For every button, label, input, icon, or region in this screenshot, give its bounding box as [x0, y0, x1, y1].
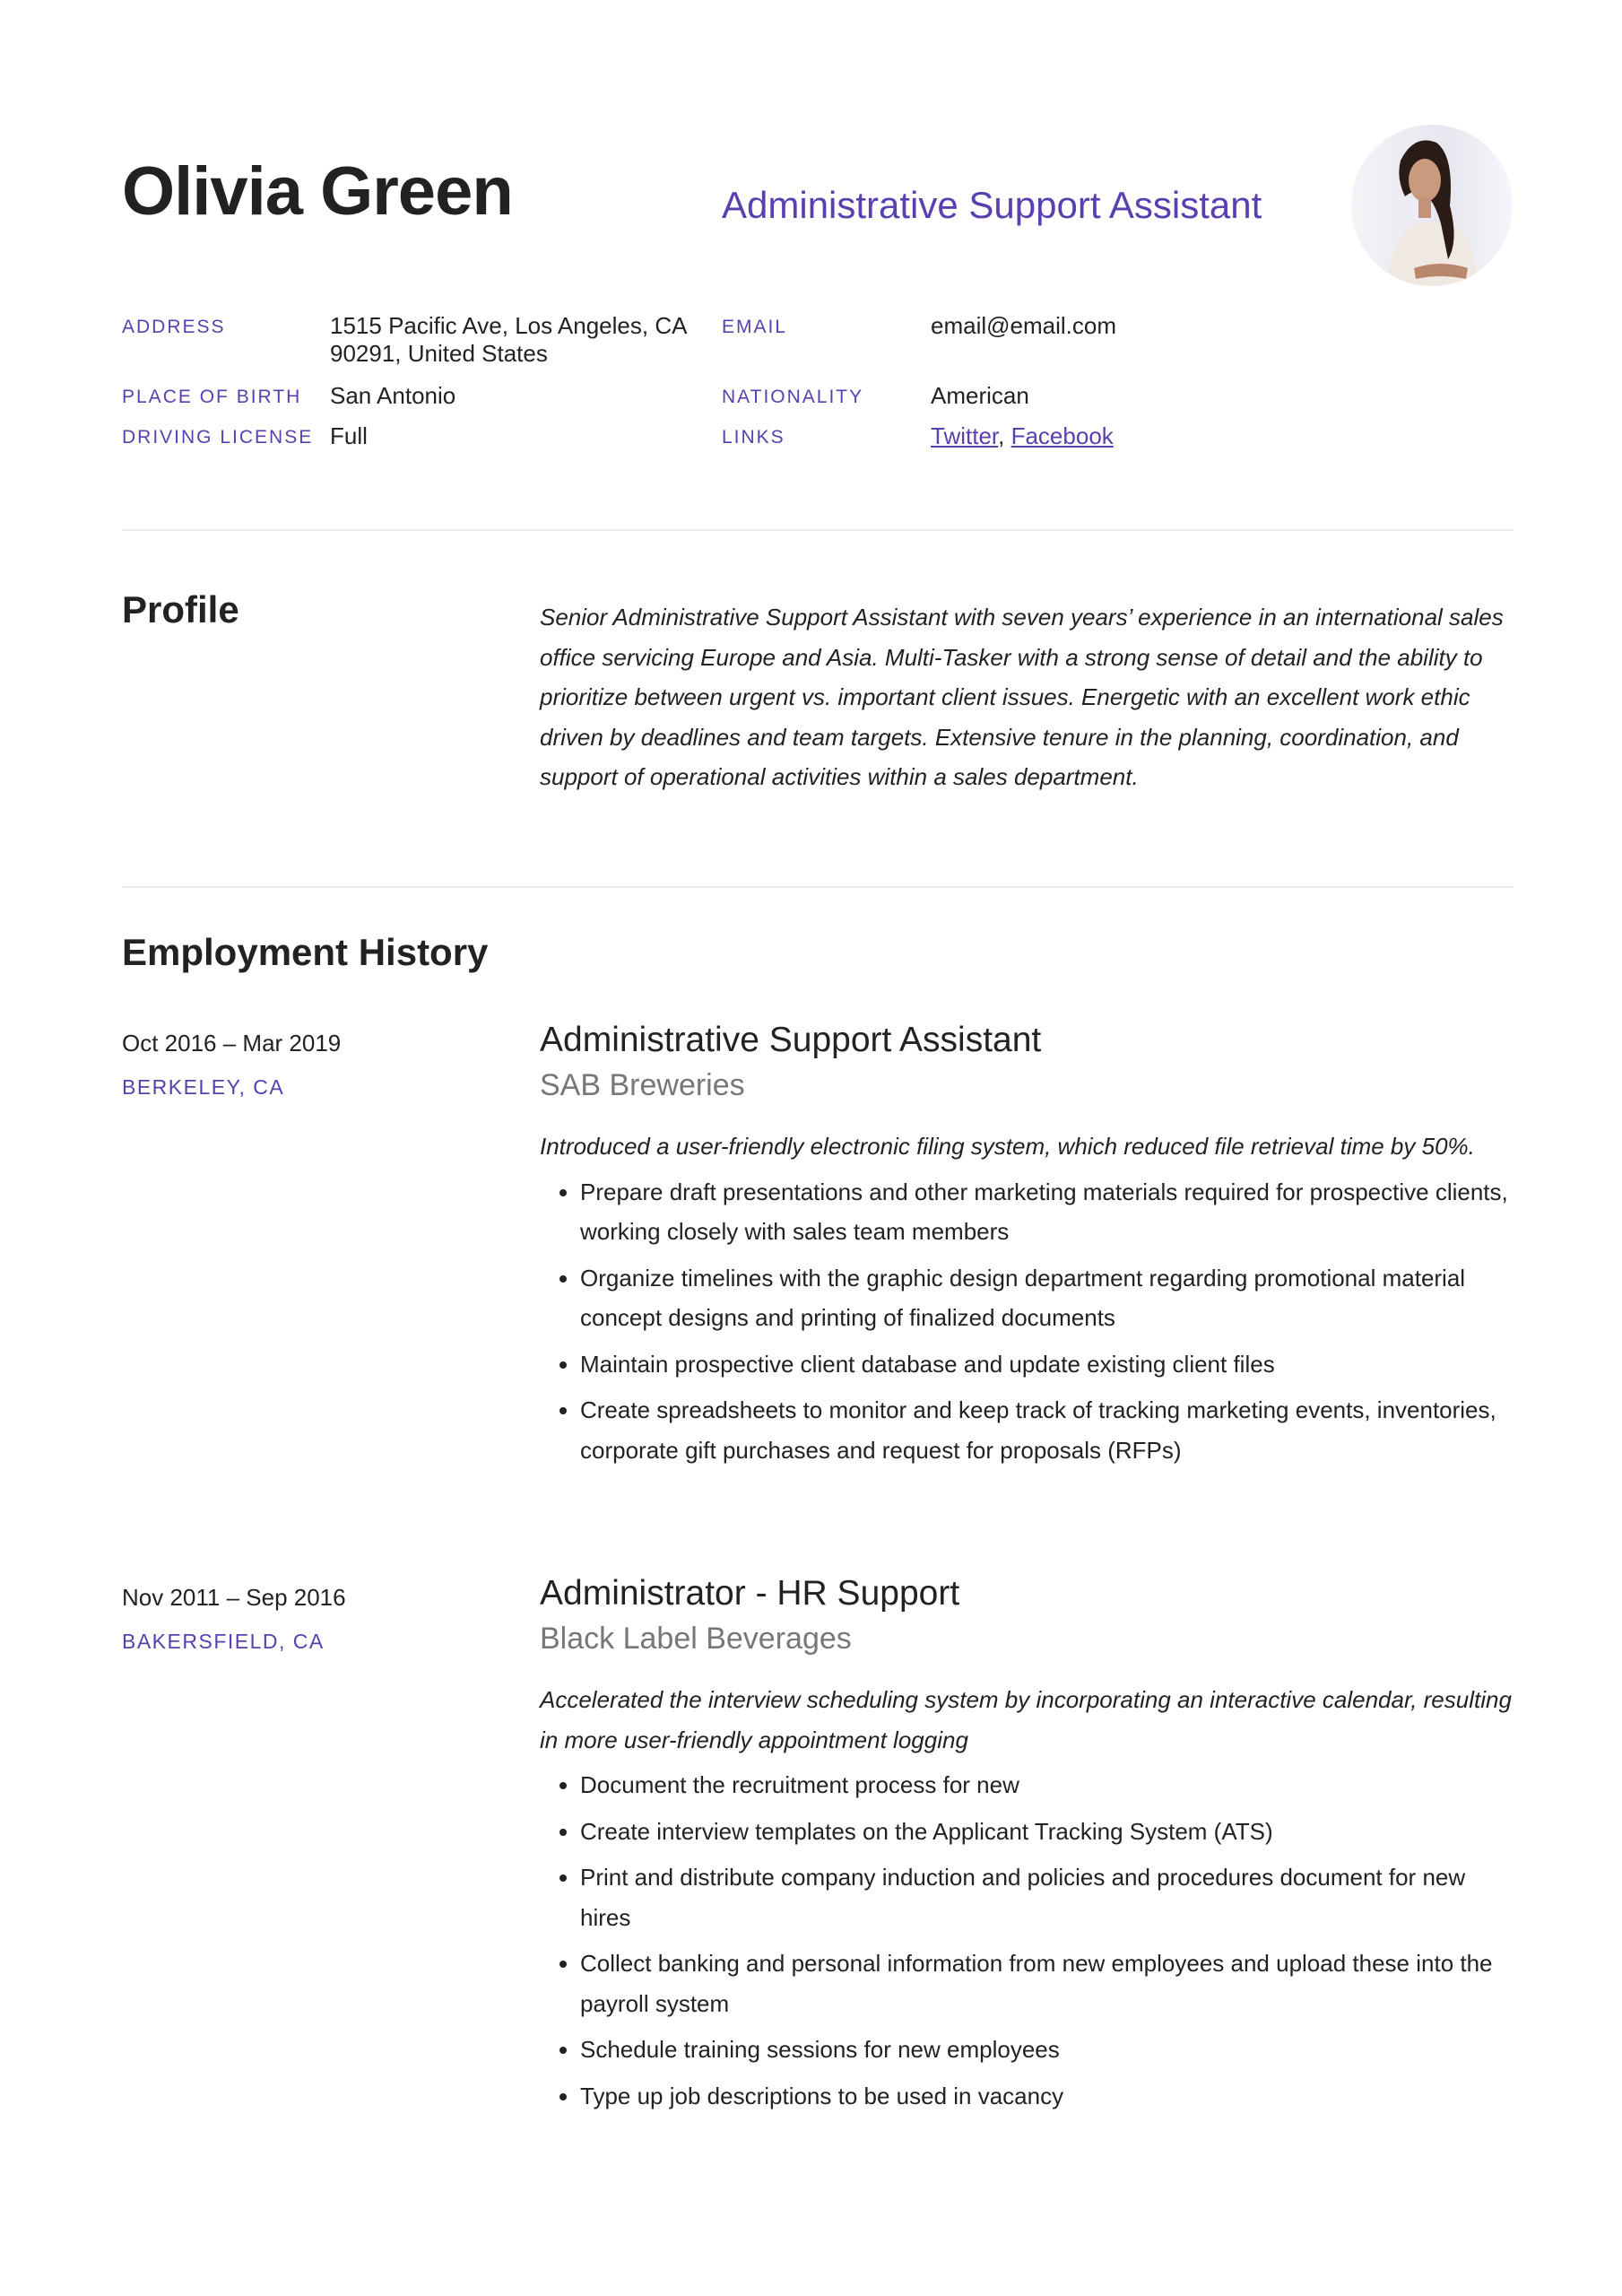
- list-item: • Type up job descriptions to be used in vacancy: [580, 2076, 1517, 2117]
- candidate-name: Olivia Green: [122, 153, 513, 230]
- birth-label: PLACE OF BIRTH: [122, 387, 302, 407]
- address-line2: 90291, United States: [330, 340, 548, 367]
- job-entry: [540, 1019, 1517, 1476]
- address-line1: 1515 Pacific Ave, Los Angeles, CA: [330, 312, 688, 339]
- nationality-label: NATIONALITY: [722, 387, 864, 407]
- job-company: Black Label Beverages: [540, 1622, 852, 1656]
- email-value: email@email.com: [931, 312, 1116, 339]
- license-value: Full: [330, 422, 368, 449]
- list-item: • Create spreadsheets to monitor and keep track of tracking marketing events, inventories, corporate gift purchases and request for proposals (RFPs): [580, 1390, 1517, 1470]
- profile-text: Senior Administrative Support Assistant with seven years’ experience in an international sales office servicing Europe and Asia. Multi-Tasker with a strong sense of detail and the ability to prioritize between urgent vs. important client issues. Energetic with an excellent work ethic driven by deadlines and team targets. Extensive tenure in the planning, coordination, and support of operational activities within a sales department.: [540, 604, 1504, 790]
- list-item: • Create interview templates on the Applicant Tracking System (ATS): [580, 1812, 1517, 1852]
- license-label: DRIVING LICENSE: [122, 427, 314, 448]
- profile-photo: [1351, 125, 1513, 286]
- list-item: • Document the recruitment process for new: [580, 1765, 1517, 1805]
- facebook-link[interactable]: Facebook: [1010, 422, 1114, 449]
- job-company: SAB Breweries: [540, 1068, 745, 1102]
- employment-heading: Employment History: [122, 931, 489, 973]
- list-item: • Print and distribute company induction and policies and procedures document for new hires: [580, 1857, 1517, 1937]
- address-label: ADDRESS: [122, 317, 226, 337]
- list-item: • Organize timelines with the graphic design department regarding promotional material concept designs and printing of finalized documents: [580, 1258, 1517, 1338]
- job-bullets: [540, 1765, 1517, 2116]
- job-title: Administrator - HR Support: [540, 1574, 960, 1613]
- profile-heading: Profile: [122, 588, 239, 631]
- address-value: [330, 312, 687, 368]
- job-dates: Oct 2016 – Mar 2019: [122, 1030, 342, 1057]
- job-bullets: [540, 1172, 1517, 1471]
- birth-value: San Antonio: [330, 382, 456, 409]
- links-label: LINKS: [722, 427, 785, 448]
- list-item: • Maintain prospective client database and update existing client files: [580, 1344, 1517, 1385]
- links-separator: ,: [998, 422, 1011, 449]
- job-dates: Nov 2011 – Sep 2016: [122, 1584, 346, 1611]
- portrait-image: [1351, 125, 1513, 286]
- divider: [122, 886, 1514, 888]
- list-item: • Schedule training sessions for new employees: [580, 2030, 1517, 2070]
- job-title: Administrative Support Assistant: [722, 184, 1262, 226]
- job-entry: [540, 1572, 1517, 2122]
- email-label: EMAIL: [722, 317, 788, 337]
- links-value: [931, 422, 1114, 450]
- job-location: BERKELEY, CA: [122, 1075, 285, 1099]
- job-title: Administrative Support Assistant: [540, 1021, 1042, 1059]
- list-item: • Collect banking and personal information from new employees and upload these into the payroll system: [580, 1944, 1517, 2023]
- job-summary: Accelerated the interview scheduling system by incorporating an interactive calendar, resulting in more user-friendly appointment logging: [540, 1686, 1512, 1753]
- divider: [122, 529, 1514, 531]
- nationality-value: American: [931, 382, 1029, 409]
- twitter-link[interactable]: Twitter: [931, 422, 999, 449]
- job-location: BAKERSFIELD, CA: [122, 1630, 325, 1653]
- list-item: • Prepare draft presentations and other marketing materials required for prospective clients, working closely with sales team members: [580, 1172, 1517, 1252]
- job-summary: Introduced a user-friendly electronic filing system, which reduced file retrieval time by 50%.: [540, 1133, 1475, 1160]
